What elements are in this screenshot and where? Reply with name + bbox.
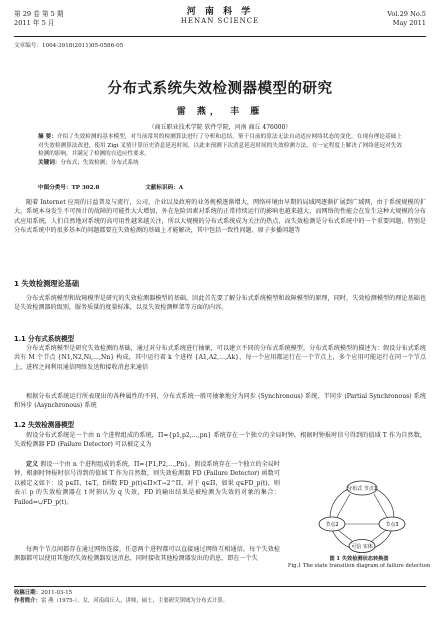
doc-code [145,185,183,191]
intro-paragraph: 随着 Internet 应用的日益普及与流行，公司、企业以及政府的业务规模逐渐增大，网络环境由早期的局域网逐渐扩展到广域网，由于系统规模的扩大，系统本身发生不可预计的故障的可能性大大增加，外在危险因素对系统的正常持续运行的影响也越来越大，而网络的性能会在发生这种大规模的分布式应用系统，人们自然地对系统的高可用性越来越关注，所以大规模的分布式系统成为关注的热点，而失效检测是分布式系统中的一个重要问题，特别是分布式系统中的很多基本的问题都要在失效检测的基础上才能解决，其中包括一致性问题、原子多播问题等 [14,199,426,235]
diagram-edge-4 [338,530,352,541]
clc [38,185,99,191]
clc-value: TP 302.8 [71,185,100,191]
running-header [14,6,426,36]
diagram-edge-2 [374,494,387,517]
received-value: 2011-03-15 [40,590,73,596]
classification [38,183,227,191]
clc-label: 中图分类号： [38,185,72,191]
header-month: May 2011 [392,19,426,27]
definition-block [14,460,280,507]
author-bio-text: 雷 燕（1975-），女，河南商丘人，讲师，硕士，主要研究领域为分布式计算。 [40,598,229,604]
header-volume-issue: 第 29 卷 第 5 期 [14,10,64,18]
paper-authors: 雷 燕， 丰 雁 [176,107,264,117]
keywords [38,159,402,168]
author-bio-label: 作者简介： [14,598,41,604]
section-1-heading: 1 失效检测理论基础 [14,279,80,288]
definition-text: 假设一个由 n 个进程组成的系统，Π={P1,P2,…,Pn}。假设系统存在一个独立的全局时钟，根据时钟报时信号得到的值域 T 作为自然数，则失效检测器 FD (Failure Detector) 函数可以被定义如下：设 p∈Π，t∈T，f函数 FD_p(t)∈Π×T→2^Π，对于 q∈Π，如果 q∈FD_p(t)，则表示 p 的失效检测器在 t 时刻认为 q 失效，FD 的输出结果是被检测为失效的对象的集合：Failed=∪FD_p(t)。 [14,461,281,506]
subsection-1-1-text-2: 根据分布式系统运行所表现出的各种属性的不同，分布式系统一般可抽象地分为同步 (Synchronous) 系统、半同步 (Partial Synchronous) 系统和异步 (Asynchronous) 系统 [14,393,426,410]
diagram-node-3-label: 节点3 [385,522,399,528]
subsection-1-1-text-1: 分布式系统模型是研究失效检测的基础，通过对分布式系统进行抽象，可以建立不同的分布式系统模型，分布式系统模型的描述为：假设分布式系统共有 M 个节点 {N1,N2,Ni,…,Nn} 构成，其中运行着 k 个进程 {A1,A2,…,Ak}，每一个应用都运行在一个节点上，多个应用可能运行在同一个节点上，进程之间利用通信网络发送和接收消息来通信 [14,345,426,371]
diagram-node-2-label: 节点2 [325,522,339,528]
figure-caption [284,556,434,570]
doc-label: 文献标识码： [145,185,179,191]
diagram-edge-1 [337,494,350,517]
abstract [38,133,402,167]
continuation-text: 每两个节点间都存在通过网络连接，任意两个进程都可以直接通过网络互相通信，每个失效检测器都可以使用其他的失效检测器发送消息，同时接收其他检测器发出的消息，即在一个失 [14,546,280,563]
journal-name-en: HENAN SCIENCE [180,17,260,25]
journal-name-cn: 河 南 科 学 [186,7,254,17]
header-date: 2011 年 5 月 [14,19,55,27]
received-date [14,589,426,597]
author-bio [14,597,426,605]
paper-title: 分布式系统失效检测器模型的研究 [107,81,333,97]
article-number: 文章编号：1004-3918(2011)05-0586-05 [14,43,124,49]
diagram-node-2 [319,517,345,531]
diagram-node-3 [379,517,405,531]
diagram-node-1-label: 分布式 节点1 [347,486,377,492]
header-rule [14,36,426,37]
abstract-label: 摘 要： [38,134,57,140]
footnote [14,586,426,605]
figure-caption-cn: 图 1 失效检测状态转换图 [329,556,389,562]
doc-value: A [178,185,184,191]
subsection-1-2-heading: 1.2 失效检测器模型 [14,421,75,429]
header-vol-no: Vol.29 No.5 [387,10,426,18]
header-journal [14,8,426,26]
diagram-edge-5 [372,530,386,541]
section-1-text: 分布式系统模型和故障模型是研究的失效检测器模型的基础，因此首先要了解分布式系统模型和故障模型的原理，同时，失效检测模型的理论基础也是失效检测器的级别，服务质量的度量标准，以及失效检测框架等方面的内容。 [14,295,426,312]
figure-caption-en: Fig.1 The state transition diagram of failure detection [287,563,431,570]
diagram-node-4 [349,540,375,553]
keywords-label: 关键词： [38,159,61,166]
diagram-node-1 [347,481,377,495]
abstract-text: 介绍了失效检测的基本模型，对当前常用的检测算法进行了分析和总结。鉴于目前的算法无法自动适应网络状态的变化，在现有理论基础上对失效检测算法改进，使用 Zigi 叉情计算历史消息延迟时间，以此来预测下次消息延迟时间的失效检测方法，在一定程度上解决了网络延迟对失效检测的影响，并满足了检测的自适应性要求。 [38,134,402,158]
diagram-node-4-label: 可信 实体 [351,544,373,550]
subsection-1-2-text-1: 假设分布式系统是一个由 n 个进程组成的系统，Π={p1,p2,…,pn} 系统存在一个独立的全局时钟，根据时钟报时信号得到的值域 T 作为自然数，失效检测器 FD (Failure Detector) 可以被定义为 [14,432,426,449]
state-transition-diagram [290,478,430,554]
definition-label: 定义 [26,461,39,468]
received-label: 收稿日期： [14,590,41,596]
subsection-1-1-heading: 1.1 分布式系统模型 [14,335,75,343]
author-affiliation: （商丘职业技术学院 软件学院，河南 商丘 476000） [148,124,292,131]
header-vol-en [387,10,426,28]
keywords-text: 分布式；失效检测；分布式系统 [60,159,139,166]
